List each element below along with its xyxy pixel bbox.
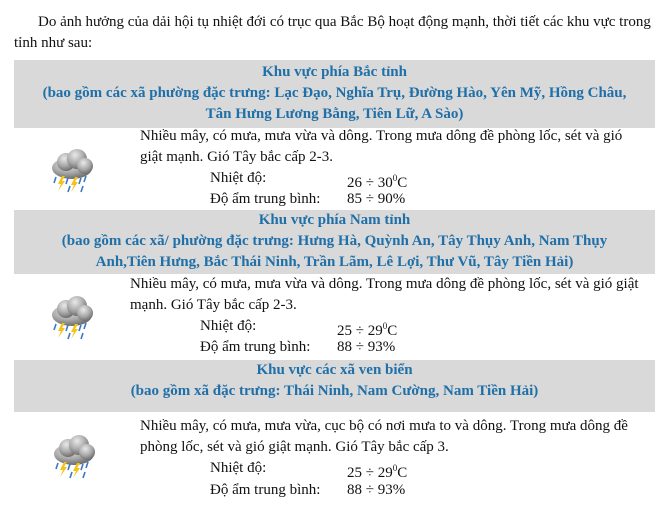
humidity-value: 85 ÷ 90% (347, 191, 406, 207)
temp-label: Nhiệt độ: (210, 460, 267, 476)
region-header-north (14, 60, 655, 128)
forecast-text: Nhiều mây, có mưa, mưa vừa, cục bộ có nơi mưa to và dông. Trong mưa dông đề phòng lốc, sét và gió giật mạnh. Gió Tây bắc cấp 3. (140, 418, 628, 455)
temp-label: Nhiệt độ: (210, 170, 267, 186)
intro-paragraph: Do ảnh hưởng của dải hội tụ nhiệt đới có trục qua Bắc Bộ hoạt động mạnh, thời tiết các khu vực trong tỉnh như sau: (14, 14, 651, 51)
region-title: Khu vực các xã ven biển (256, 362, 413, 378)
humidity-value: 88 ÷ 93% (347, 482, 406, 498)
region-subtitle: (bao gồm xã đặc trưng: Thái Ninh, Nam Cường, Nam Tiền Hải) (130, 383, 539, 399)
forecast-text: Nhiều mây, có mưa, mưa vừa và dông. Trong mưa dông đề phòng lốc, sét và gió giật mạnh. Gió Tây bắc cấp 2-3. (140, 128, 623, 165)
humidity-label: Độ ẩm trung bình: (210, 191, 321, 207)
humidity-label: Độ ẩm trung bình: (200, 339, 311, 355)
temp-value: $25 \div 29^0C$ (337, 321, 398, 339)
temp-value: $26 \div 30^0C$ (347, 173, 408, 191)
region-subtitle: (bao gồm các xã phường đặc trưng: Lạc Đạo, Nghĩa Trụ, Đường Hào, Yên Mỹ, Hồng Châu, Tân Hưng Lương Bằng, Tiên Lữ, A Sào) (42, 85, 627, 122)
forecast-text: Nhiều mây, có mưa, mưa vừa và dông. Trong mưa dông đề phòng lốc, sét và gió giật mạnh. Gió Tây bắc cấp 2-3. (130, 276, 639, 313)
region-title: Khu vực phía Nam tỉnh (258, 212, 411, 228)
storm-cloud-icon (50, 432, 98, 480)
humidity-label: Độ ẩm trung bình: (210, 482, 321, 498)
region-header-coastal (14, 360, 655, 412)
region-header-south (14, 210, 655, 274)
storm-cloud-icon (48, 146, 96, 194)
storm-cloud-icon (48, 293, 96, 341)
humidity-value: 88 ÷ 93% (337, 339, 396, 355)
temp-value: $25 \div 29^0C$ (347, 463, 408, 481)
temp-label: Nhiệt độ: (200, 318, 257, 334)
region-subtitle: (bao gồm các xã/ phường đặc trưng: Hưng Hà, Quỳnh An, Tây Thụy Anh, Nam Thụy Anh,Tiên Hưng, Bắc Thái Ninh, Trần Lãm, Lê Lợi, Thư Vũ, Tây Tiền Hải) (61, 233, 608, 270)
region-title: Khu vực phía Bắc tỉnh (262, 64, 407, 80)
